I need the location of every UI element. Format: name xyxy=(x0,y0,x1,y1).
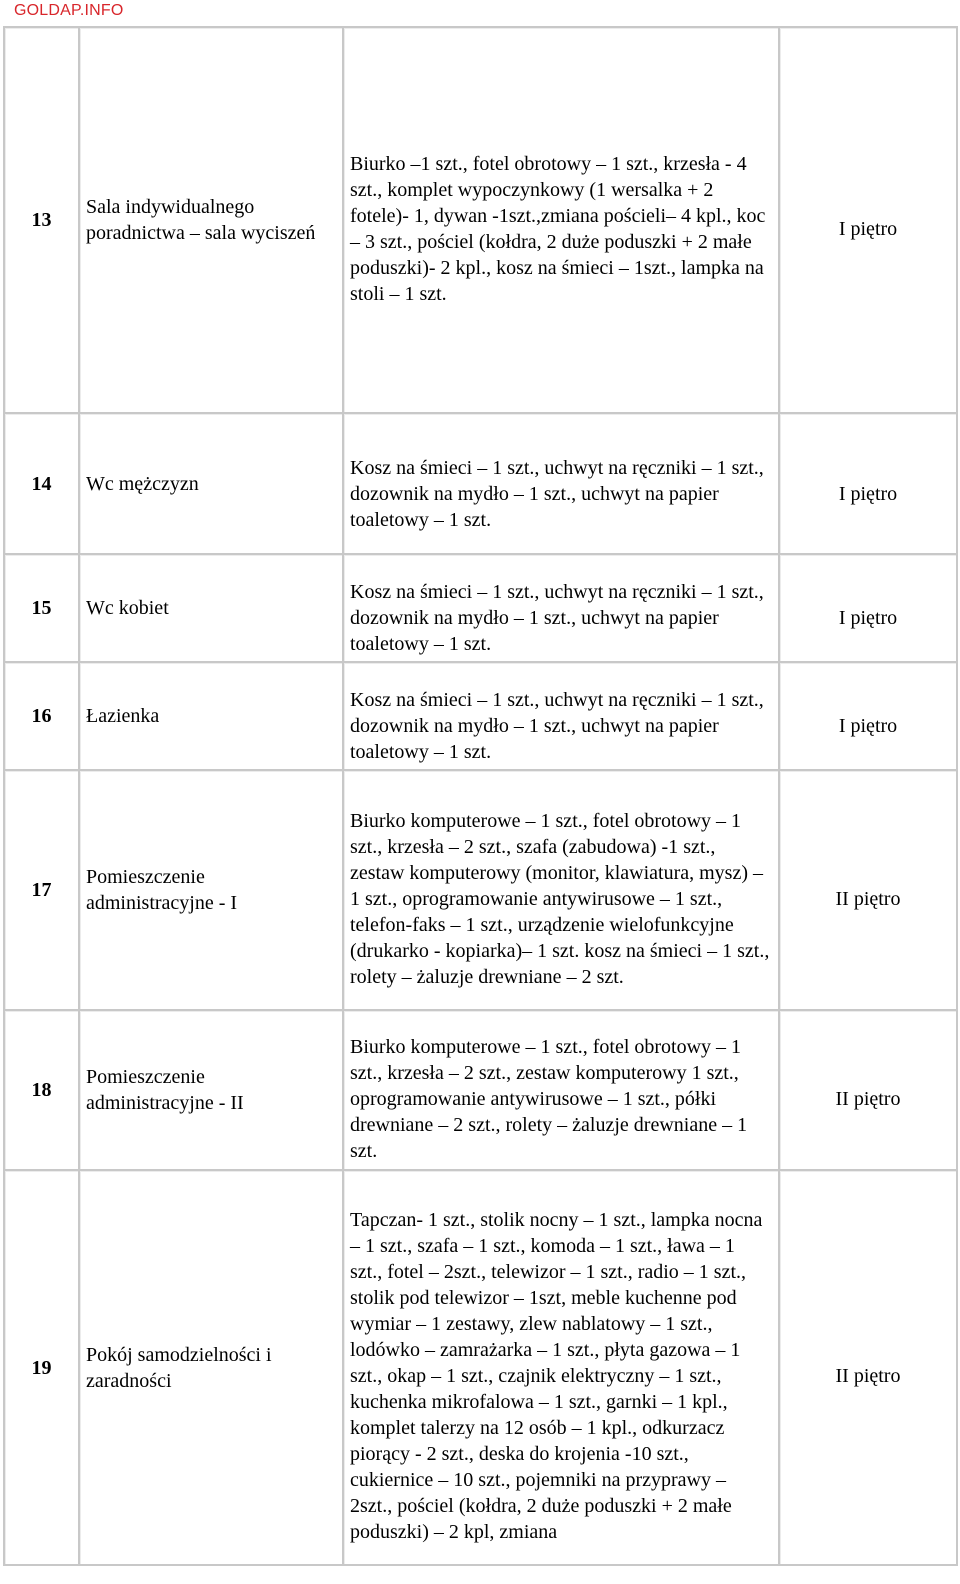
room-name: Pokój samodzielności i zaradności xyxy=(80,1171,344,1566)
floor-label: I piętro xyxy=(780,555,958,663)
room-name: Pomieszczenie administracyjne - II xyxy=(80,1011,344,1171)
floor-label: I piętro xyxy=(780,414,958,555)
room-name: Sala indywidualnego poradnictwa – sala wyciszeń xyxy=(80,28,344,414)
floor-label: I piętro xyxy=(780,28,958,414)
row-number: 16 xyxy=(5,663,80,771)
equipment-list: Biurko komputerowe – 1 szt., fotel obrotowy – 1 szt., krzesła – 2 szt., szafa (zabudowa) -1 szt., zestaw komputerowy (monitor, klawiatura, mysz) – 1 szt., oprogramowanie antywirusowe – 1 szt., telefon-faks – 1 szt., urządzenie wielofunkcyjne (drukarko - kopiarka)– 1 szt. kosz na śmieci – 1 szt., rolety – żaluzje drewniane – 2 szt. xyxy=(344,771,780,1011)
row-number: 18 xyxy=(5,1011,80,1171)
room-name: Wc mężczyzn xyxy=(80,414,344,555)
equipment-list: Kosz na śmieci – 1 szt., uchwyt na ręczniki – 1 szt., dozownik na mydło – 1 szt., uchwyt na papier toaletowy – 1 szt. xyxy=(344,555,780,663)
row-number: 17 xyxy=(5,771,80,1011)
equipment-list: Biurko –1 szt., fotel obrotowy – 1 szt., krzesła - 4 szt., komplet wypoczynkowy (1 wersalka + 2 fotele)- 1, dywan -1szt.,zmiana pościeli– 4 kpl., koc – 3 szt., pościel (kołdra, 2 duże poduszki + 2 małe poduszki)- 2 kpl., kosz na śmieci – 1szt., lampka na stoli – 1 szt. xyxy=(344,28,780,414)
row-number: 19 xyxy=(5,1171,80,1566)
room-name: Wc kobiet xyxy=(80,555,344,663)
floor-label: II piętro xyxy=(780,1011,958,1171)
table-row xyxy=(5,771,958,1011)
table-row xyxy=(5,555,958,663)
floor-label: II piętro xyxy=(780,771,958,1011)
floor-label: II piętro xyxy=(780,1171,958,1566)
table-row xyxy=(5,28,958,414)
row-number: 15 xyxy=(5,555,80,663)
inventory-table xyxy=(3,26,958,1566)
room-name: Pomieszczenie administracyjne - I xyxy=(80,771,344,1011)
equipment-list: Biurko komputerowe – 1 szt., fotel obrotowy – 1 szt., krzesła – 2 szt., zestaw komputerowy 1 szt., oprogramowanie antywirusowe – 1 szt., półki drewniane – 2 szt., rolety – żaluzje drewniane – 1 szt. xyxy=(344,1011,780,1171)
row-number: 14 xyxy=(5,414,80,555)
table-row xyxy=(5,1171,958,1566)
site-watermark: GOLDAP.INFO xyxy=(14,2,124,19)
room-name: Łazienka xyxy=(80,663,344,771)
equipment-list: Kosz na śmieci – 1 szt., uchwyt na ręczniki – 1 szt., dozownik na mydło – 1 szt., uchwyt na papier toaletowy – 1 szt. xyxy=(344,414,780,555)
table-row xyxy=(5,414,958,555)
equipment-list: Kosz na śmieci – 1 szt., uchwyt na ręczniki – 1 szt., dozownik na mydło – 1 szt., uchwyt na papier toaletowy – 1 szt. xyxy=(344,663,780,771)
table-row xyxy=(5,1011,958,1171)
table-row xyxy=(5,663,958,771)
floor-label: I piętro xyxy=(780,663,958,771)
row-number: 13 xyxy=(5,28,80,414)
equipment-list: Tapczan- 1 szt., stolik nocny – 1 szt., lampka nocna – 1 szt., szafa – 1 szt., komoda – 1 szt., ława – 1 szt., fotel – 2szt., telewizor – 1 szt., radio – 1 szt., stolik pod telewizor – 1szt, meble kuchenne pod wymiar – 1 zestawy, zlew nablatowy – 1 szt., lodówko – zamrażarka – 1 szt., płyta gazowa – 1 szt., okap – 1 szt., czajnik elektryczny – 1 szt., kuchenka mikrofalowa – 1 szt., garnki – 1 kpl., komplet talerzy na 12 osób – 1 kpl., odkurzacz piorący - 2 szt., deska do krojenia -10 szt., cukiernice – 10 szt., pojemniki na przyprawy – 2szt., pościel (kołdra, 2 duże poduszki + 2 małe poduszki) – 2 kpl, zmiana xyxy=(344,1171,780,1566)
